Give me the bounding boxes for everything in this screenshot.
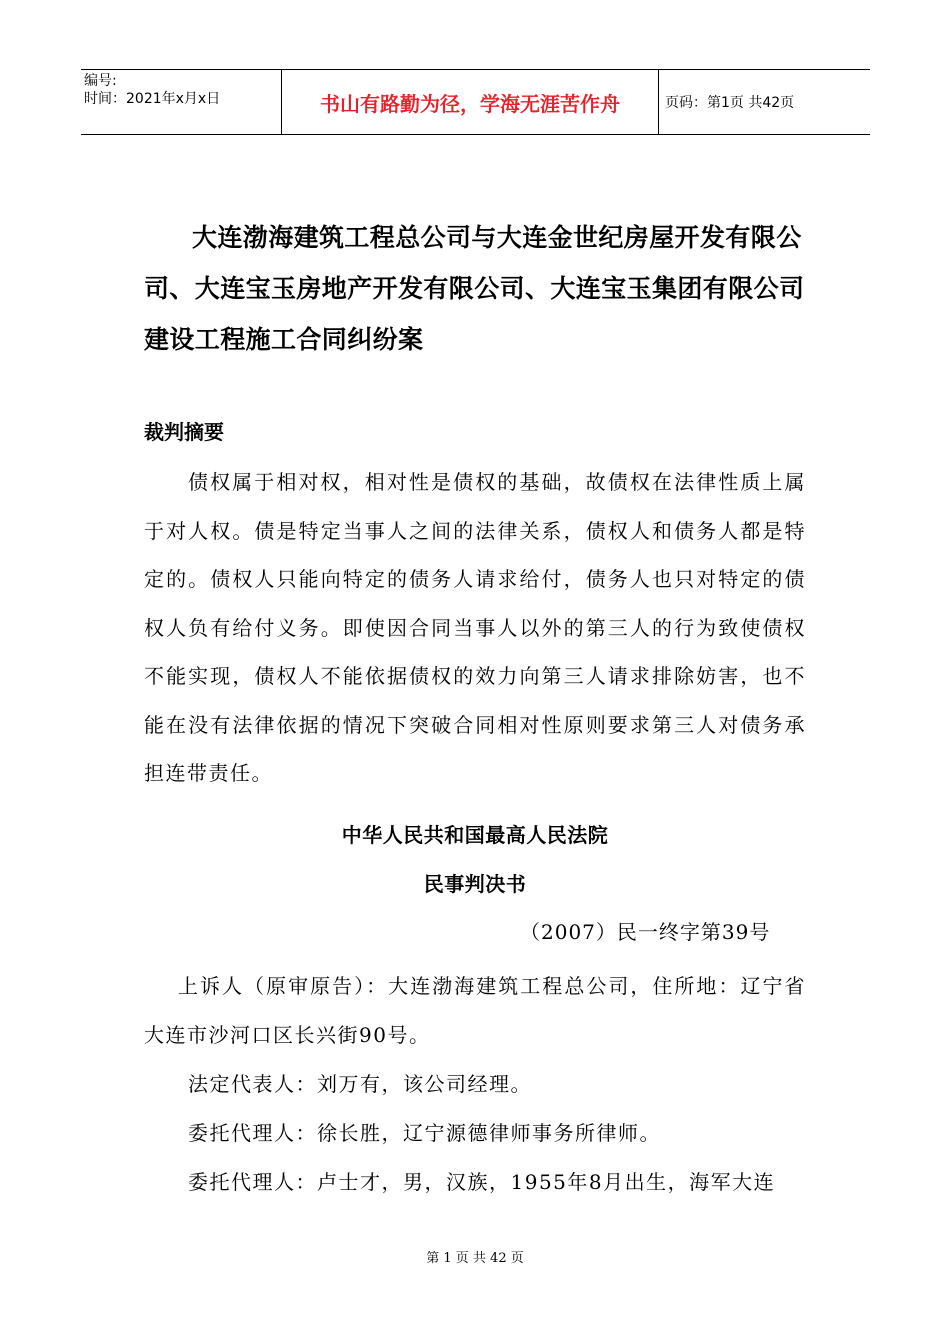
header-meta: [81, 70, 282, 134]
agent-1: 委托代理人：徐长胜，辽宁源德律师事务所律师。: [188, 1121, 661, 1145]
court-name: 中华人民共和国最高人民法院: [341, 823, 609, 847]
time-label: 时间：2021年x月x日: [84, 91, 221, 107]
page-header: [81, 69, 870, 135]
document-title: 大连渤海建筑工程总公司与大连金世纪房屋开发有限公司、大连宝玉房地产开发有限公司、大连宝玉集团有限公司建设工程施工合同纠纷案: [144, 223, 805, 354]
agent-2: 委托代理人：卢士才，男，汉族，1955年8月出生，海军大连: [188, 1170, 776, 1194]
header-motto: 书山有路勤为径，学海无涯苦作舟: [282, 70, 659, 134]
header-page-info: 页码：第1页 共42页: [665, 95, 795, 111]
serial-label: 编号:: [84, 73, 117, 89]
appellant-paragraph: 上诉人（原审原告）：大连渤海建筑工程总公司，住所地：辽宁省大连市沙河口区长兴街90号。: [144, 974, 806, 1047]
document-type: 民事判决书: [423, 872, 527, 896]
summary-heading: 裁判摘要: [144, 420, 224, 444]
legal-representative: 法定代表人：刘万有，该公司经理。: [188, 1072, 532, 1096]
case-number: （2007）民一终字第39号: [520, 920, 771, 944]
summary-paragraph: 债权属于相对权，相对性是债权的基础，故债权在法律性质上属于对人权。债是特定当事人之间的法律关系，债权人和债务人都是特定的。债权人只能向特定的债务人请求给付，债务人也只对特定的债权人负有给付义务。即使因合同当事人以外的第三人的行为致使债权不能实现，债权人不能依据债权的效力向第三人请求排除妨害，也不能在没有法律依据的情况下突破合同相对性原则要求第三人对债务承担连带责任。: [144, 470, 806, 785]
page-footer: 第 1 页 共 42 页: [426, 1251, 524, 1266]
